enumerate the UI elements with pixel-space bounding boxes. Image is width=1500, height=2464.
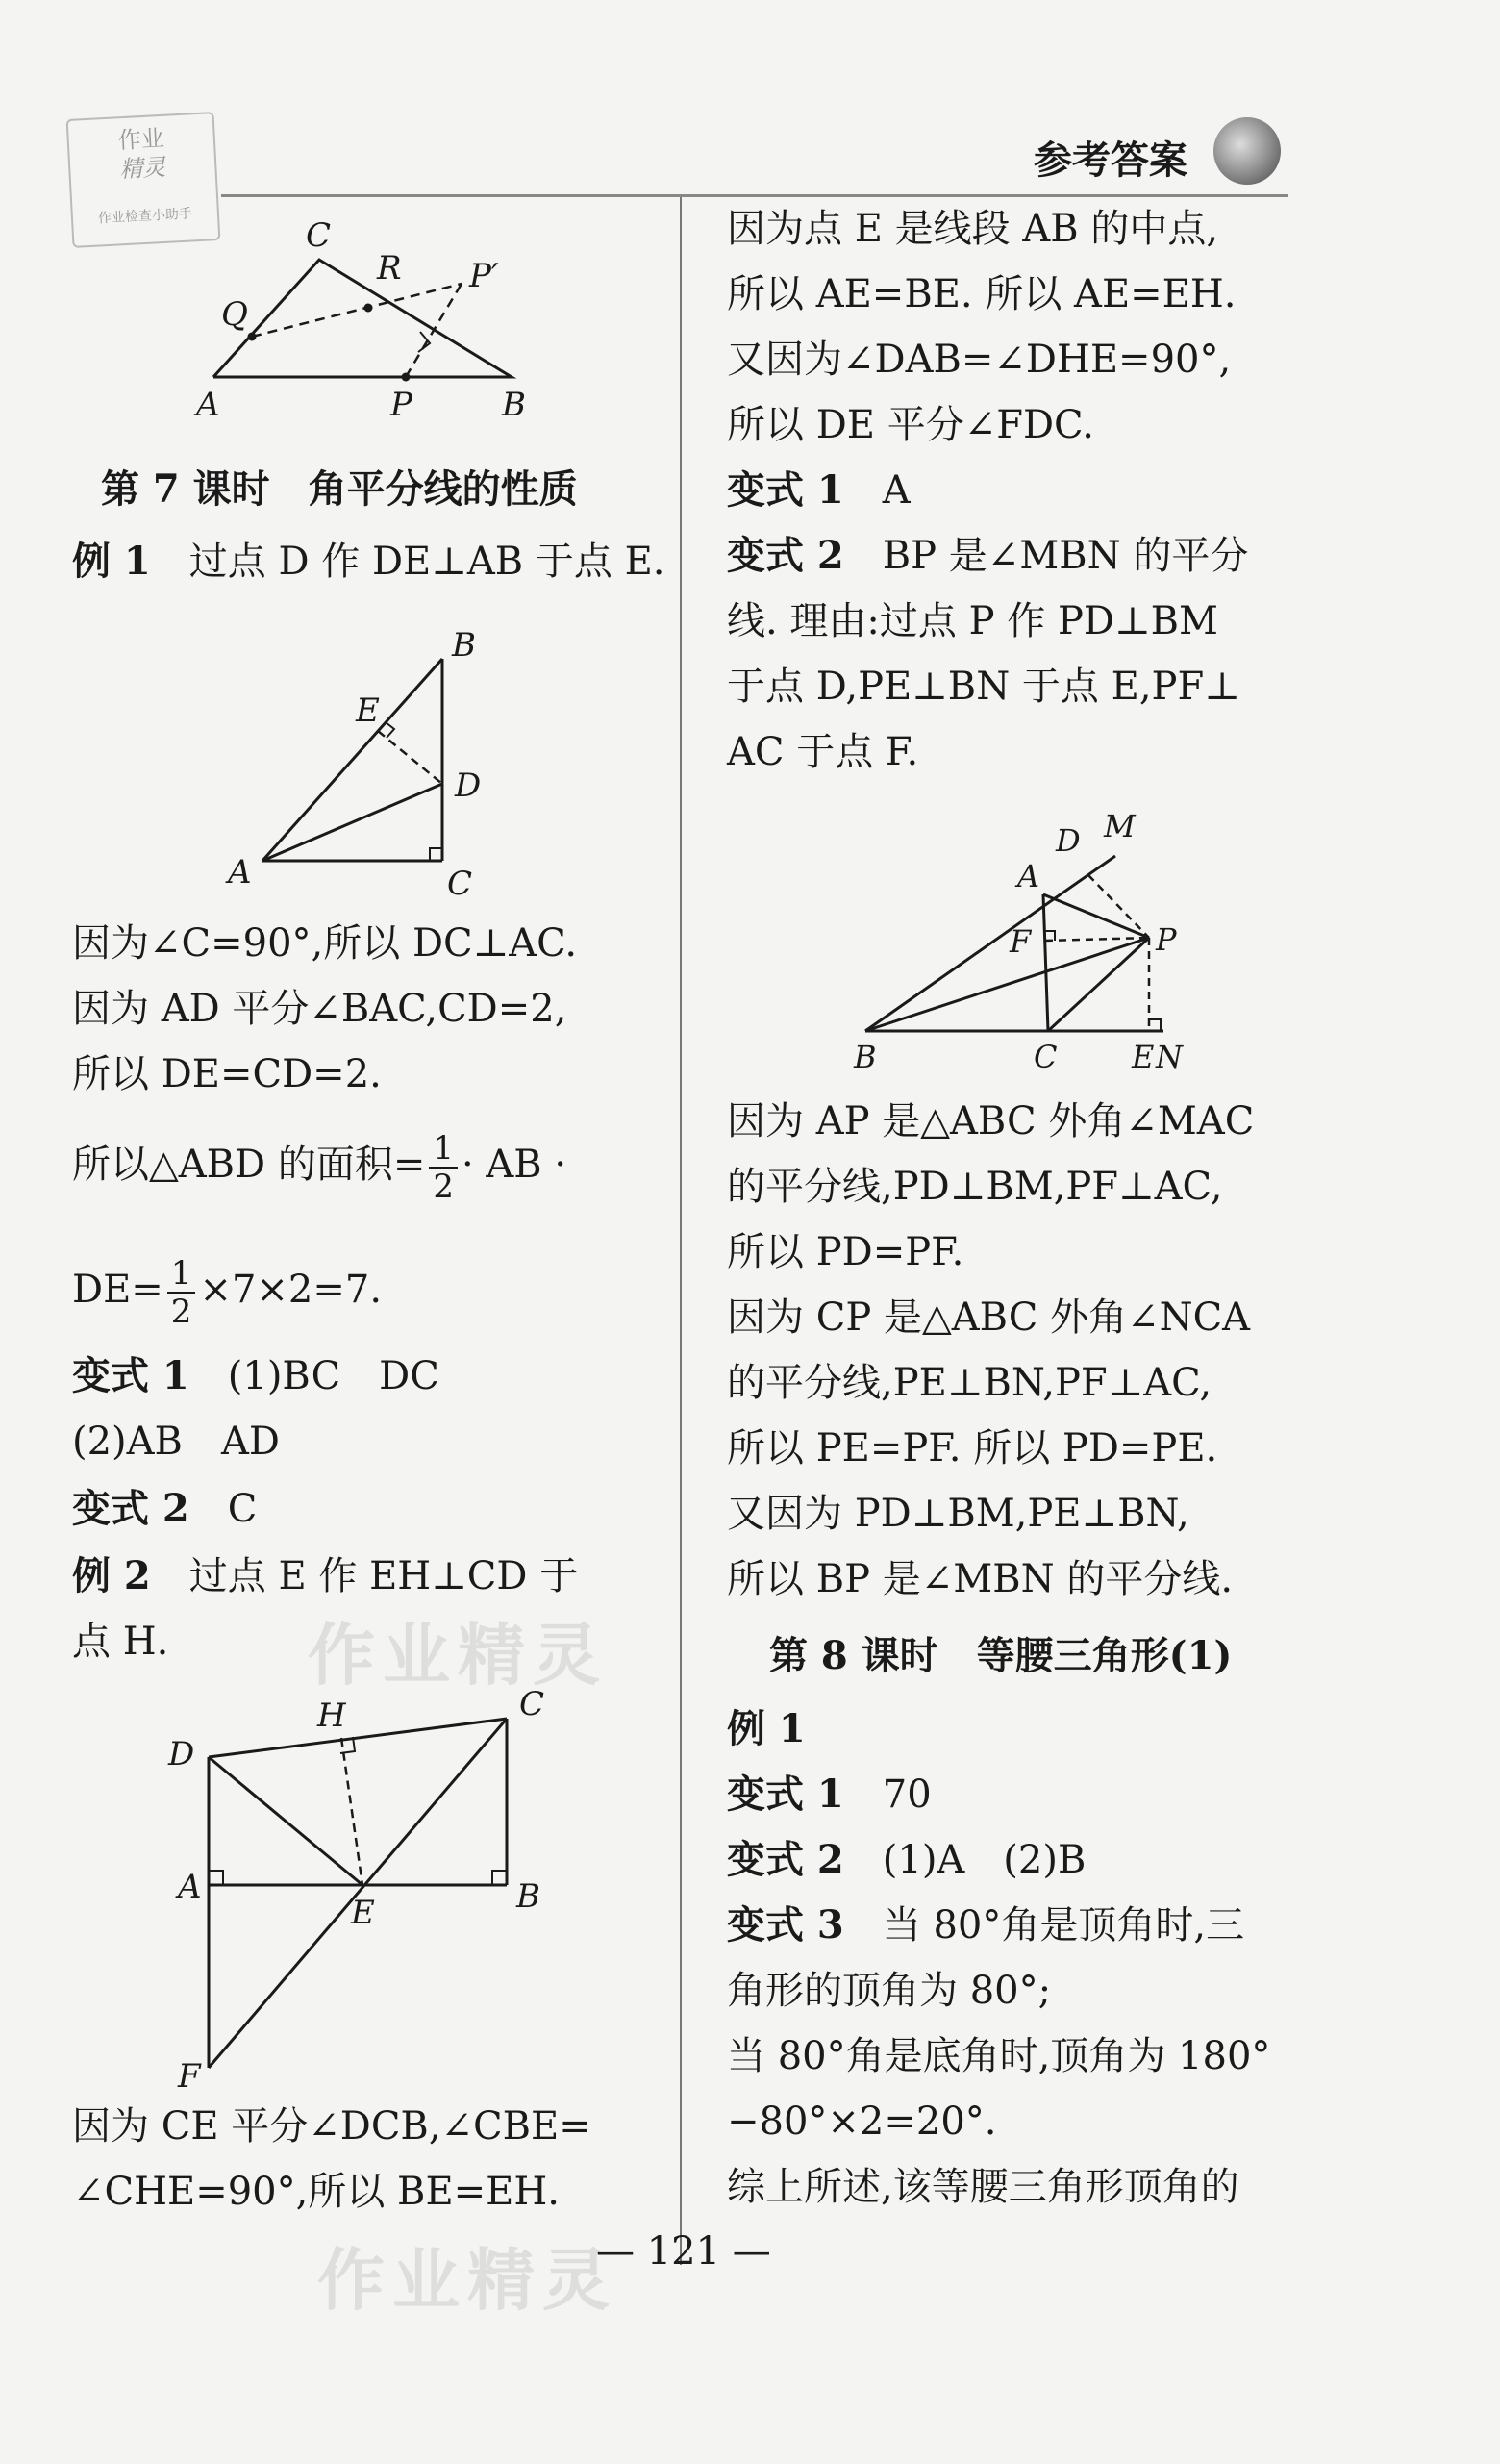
variant2-line xyxy=(72,1484,257,1534)
variant1-text: (1)BC DC xyxy=(227,1354,439,1398)
right-line-17: 当 80°角是底角时,顶角为 180° xyxy=(727,2034,1271,2078)
example2-text2: 点 H. xyxy=(72,1620,169,1664)
stamp-line1: 作业 xyxy=(117,124,165,155)
left-line-1: 因为∠C=90°,所以 DC⊥AC. xyxy=(72,921,578,966)
area-formula-end: · AB · xyxy=(461,1143,567,1187)
fig3-label-C: C xyxy=(1034,1039,1058,1075)
fig0-label-R: R xyxy=(377,249,402,288)
right-line-9: 的平分线,PD⊥BM,PF⊥AC, xyxy=(727,1165,1223,1209)
fig0-label-B: B xyxy=(502,386,526,423)
fig1-label-B: B xyxy=(452,626,476,665)
b-variant2-label: 变式 2 xyxy=(727,1837,844,1882)
fig3-label-P: P xyxy=(1156,921,1177,958)
left-line-2: 因为 AD 平分∠BAC,CD=2, xyxy=(72,987,567,1031)
fig0-label-Q: Q xyxy=(221,295,248,334)
fig2-label-F: F xyxy=(178,2057,201,2096)
de-formula-end: ×7×2=7. xyxy=(199,1268,383,1312)
right-line-5: 线. 理由:过点 P 作 PD⊥BM xyxy=(727,599,1218,643)
variant2-label: 变式 2 xyxy=(72,1486,189,1531)
fig2-label-C: C xyxy=(519,1685,545,1723)
fig3-label-N: N xyxy=(1156,1039,1183,1075)
right-line-2: 所以 AE=BE. 所以 AE=EH. xyxy=(727,272,1237,316)
b-variant1-line xyxy=(727,1770,932,1820)
fig3-label-F: F xyxy=(1010,923,1032,960)
right-line-14: 又因为 PD⊥BM,PE⊥BN, xyxy=(727,1492,1189,1536)
fig1-label-E: E xyxy=(356,691,380,730)
right-line-8: 因为 AP 是△ABC 外角∠MAC xyxy=(727,1099,1255,1144)
figure-quadrilateral-dabc xyxy=(159,1678,582,2111)
right-variant1-text: A xyxy=(882,468,911,513)
lesson7-title: 第 7 课时 角平分线的性质 xyxy=(101,466,578,512)
right-line-16: 角形的顶角为 80°; xyxy=(727,1969,1052,2013)
fig3-label-D: D xyxy=(1056,822,1081,859)
fig0-label-Pprime: P′ xyxy=(469,257,499,295)
fraction2-denominator: 2 xyxy=(170,1293,192,1331)
right-line-10: 所以 PD=PF. xyxy=(727,1230,964,1274)
fig0-label-A: A xyxy=(196,386,220,423)
page-number: — 121 — xyxy=(596,2229,771,2274)
fig2-label-B: B xyxy=(516,1877,540,1916)
fraction-half xyxy=(429,1130,458,1205)
watermark-2: 作业精灵 xyxy=(317,2241,617,2320)
figure-exterior-angle-bisectors xyxy=(846,789,1212,1077)
right-variant1-label: 变式 1 xyxy=(727,467,844,513)
fraction2-numerator: 1 xyxy=(167,1255,196,1294)
left-line-6: 因为 CE 平分∠DCB,∠CBE= xyxy=(72,2104,591,2149)
example1-label: 例 1 xyxy=(72,539,151,584)
fraction-half-2 xyxy=(167,1255,196,1330)
fig0-label-C: C xyxy=(306,216,332,255)
header-ornament-icon xyxy=(1213,117,1281,185)
fig3-label-E: E xyxy=(1132,1039,1155,1075)
b-variant1-label: 变式 1 xyxy=(727,1772,844,1817)
lesson8-title: 第 8 课时 等腰三角形(1) xyxy=(769,1633,1233,1678)
fig2-label-H: H xyxy=(317,1697,346,1735)
right-line-13: 所以 PE=PF. 所以 PD=PE. xyxy=(727,1426,1218,1471)
example2-line xyxy=(72,1551,578,1601)
left-line-7: ∠CHE=90°,所以 BE=EH. xyxy=(72,2170,560,2214)
area-formula-start: 所以△ABD 的面积= xyxy=(72,1143,426,1187)
right-variant1-line xyxy=(727,465,911,515)
variant2-text: C xyxy=(227,1487,258,1531)
stamp-line3: 作业检查小助手 xyxy=(97,206,193,227)
fig0-label-P: P xyxy=(390,386,412,423)
figure-right-triangle-abc xyxy=(216,616,524,904)
right-example1-label: 例 1 xyxy=(727,1706,806,1751)
right-line-15: 所以 BP 是∠MBN 的平分线. xyxy=(727,1557,1234,1601)
fraction-denominator: 2 xyxy=(433,1168,454,1206)
fig2-label-E: E xyxy=(351,1894,375,1932)
b-variant3-text: 当 80°角是顶角时,三 xyxy=(882,1903,1245,1948)
fig1-label-A: A xyxy=(228,853,252,892)
fig1-label-D: D xyxy=(455,767,482,805)
de-formula-start: DE= xyxy=(72,1268,163,1312)
header-rule xyxy=(221,194,1288,197)
right-line-11: 因为 CP 是△ABC 外角∠NCA xyxy=(727,1295,1251,1340)
right-variant2-line xyxy=(727,531,1248,581)
right-line-18: −80°×2=20°. xyxy=(727,2099,997,2144)
variant1-label: 变式 1 xyxy=(72,1353,189,1398)
right-line-3: 又因为∠DAB=∠DHE=90°, xyxy=(727,338,1232,382)
fig3-label-B: B xyxy=(854,1039,877,1075)
fig2-label-D: D xyxy=(168,1735,195,1773)
left-line-4 xyxy=(72,1130,566,1205)
fig3-label-A: A xyxy=(1017,858,1040,894)
b-variant3-label: 变式 3 xyxy=(727,1902,844,1948)
right-line-6: 于点 D,PE⊥BN 于点 E,PF⊥ xyxy=(727,665,1240,709)
figure-triangle-qrp xyxy=(192,212,577,423)
right-line-1: 因为点 E 是线段 AB 的中点, xyxy=(727,207,1219,251)
right-line-7: AC 于点 F. xyxy=(727,730,919,774)
right-variant2-text: BP 是∠MBN 的平分 xyxy=(882,534,1249,578)
variant1-text2: (2)AB AD xyxy=(72,1420,280,1464)
b-variant1-text: 70 xyxy=(882,1773,932,1817)
stamp-line2: 精灵 xyxy=(118,153,167,184)
watermark-1: 作业精灵 xyxy=(308,1616,608,1695)
header-title: 参考答案 xyxy=(1034,138,1188,183)
variant1-line xyxy=(72,1351,439,1401)
left-line-5 xyxy=(72,1255,382,1330)
example1-text: 过点 D 作 DE⊥AB 于点 E. xyxy=(188,540,665,584)
right-line-4: 所以 DE 平分∠FDC. xyxy=(727,403,1094,447)
fig3-label-M: M xyxy=(1104,808,1136,844)
column-divider xyxy=(680,197,682,2265)
b-variant2-text: (1)A (2)B xyxy=(882,1838,1087,1882)
b-variant3-line xyxy=(727,1900,1244,1950)
fig1-label-C: C xyxy=(447,865,473,903)
example2-label: 例 2 xyxy=(72,1553,151,1598)
left-line-3: 所以 DE=CD=2. xyxy=(72,1052,382,1096)
right-line-12: 的平分线,PE⊥BN,PF⊥AC, xyxy=(727,1361,1212,1405)
example1-line xyxy=(72,537,665,587)
example2-text: 过点 E 作 EH⊥CD 于 xyxy=(188,1554,579,1598)
fraction-numerator: 1 xyxy=(429,1130,458,1169)
fig2-label-A: A xyxy=(178,1868,202,1906)
right-variant2-label: 变式 2 xyxy=(727,533,844,578)
right-line-19: 综上所述,该等腰三角形顶角的 xyxy=(727,2165,1239,2209)
b-variant2-line xyxy=(727,1835,1086,1885)
